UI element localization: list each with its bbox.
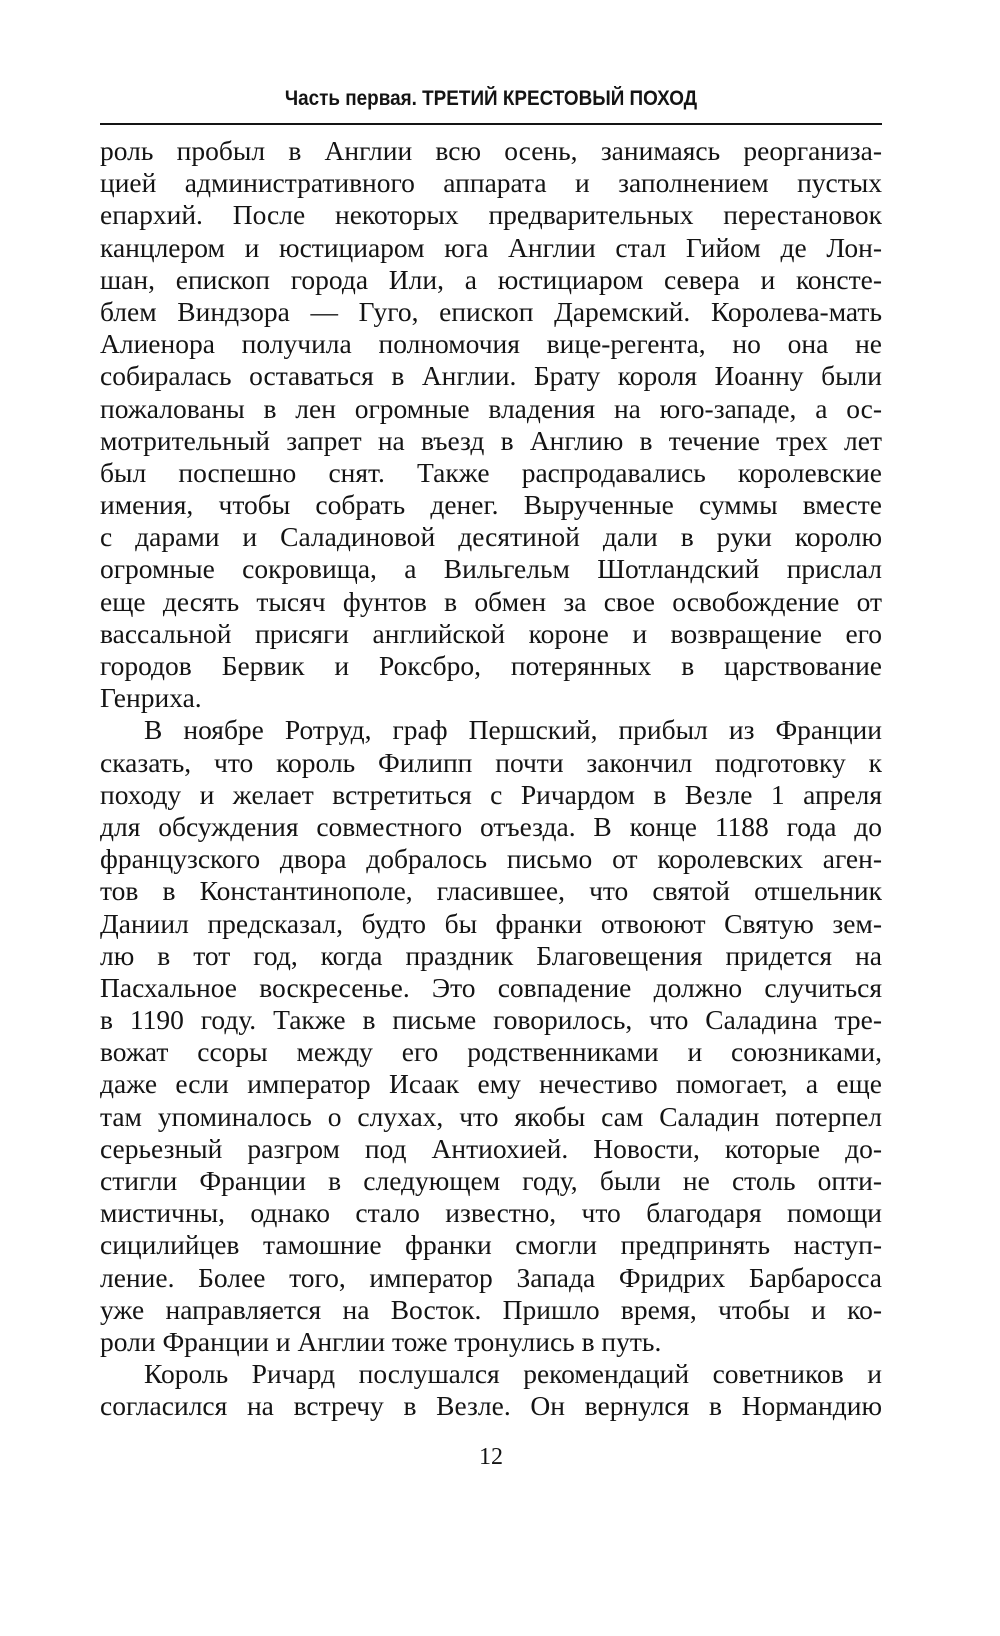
- text-line: тов в Константинополе, гласившее, что святой отшельник: [100, 875, 882, 907]
- text-line: Алиенора получила полномочия вице-регента, но она не: [100, 328, 882, 360]
- text-line: Генриха.: [100, 682, 202, 714]
- text-line: сицилийцев тамошние франки смогли предпринять наступ-: [100, 1229, 882, 1261]
- text-line: епархий. После некоторых предварительных перестановок: [100, 199, 882, 231]
- text-line: роли Франции и Англии тоже тронулись в путь.: [100, 1325, 662, 1357]
- text-line: Даниил предсказал, будто бы франки отвоюют Святую зем-: [100, 907, 882, 939]
- text-line: городов Бервик и Роксбро, потерянных в царствование: [100, 650, 882, 681]
- text-line: блем Виндзора — Гуго, епископ Даремский. Королева-мать: [100, 295, 882, 327]
- text-line: собиралась оставаться в Англии. Брату короля Иоанну были: [100, 360, 882, 392]
- text-line: уже направляется на Восток. Пришло время, чтобы и ко-: [100, 1293, 882, 1325]
- text-line: серьезный разгром под Антиохией. Новости, которые до-: [100, 1132, 882, 1164]
- text-line: даже если император Исаак ему нечестиво помогает, а еще: [100, 1068, 882, 1100]
- page-number: 12: [479, 1444, 503, 1470]
- text-line: мистичны, однако стало известно, что благодаря помощи: [100, 1197, 882, 1229]
- text-line: мотрительный запрет на въезд в Англию в течение трех лет: [100, 424, 882, 456]
- text-line: был поспешно снят. Также распродавались королевские: [100, 456, 882, 488]
- header-rule: [100, 123, 882, 125]
- text-line: шан, епископ города Или, а юстициаром севера и консте-: [100, 263, 882, 295]
- text-line: вассальной присяги английской короне и возвращение его: [100, 617, 882, 649]
- text-line: там упоминалось о слухах, что якобы сам Саладин потерпел: [100, 1100, 882, 1132]
- running-header: Часть первая. ТРЕТИЙ КРЕСТОВЫЙ ПОХОД: [284, 87, 698, 110]
- text-line: стигли Франции в следующем году, были не столь опти-: [100, 1165, 882, 1196]
- text-line: согласился на встречу в Везле. Он вернулся в Нормандию: [100, 1390, 882, 1422]
- text-line: В ноябре Ротруд, граф Першский, прибыл из Франции: [144, 714, 882, 746]
- text-line: с дарами и Саладиновой десятиной дали в руки королю: [100, 521, 882, 553]
- text-line: цией административного аппарата и заполнением пустых: [100, 167, 882, 199]
- text-line: походу и желает встретиться с Ричардом в Везле 1 апреля: [100, 778, 882, 810]
- text-line: в 1190 году. Также в письме говорилось, что Саладина тре-: [100, 1004, 882, 1036]
- text-line: Пасхальное воскресенье. Это совпадение должно случиться: [100, 971, 882, 1003]
- text-line: для обсуждения совместного отъезда. В конце 1188 года до: [100, 810, 882, 842]
- text-line: ление. Более того, император Запада Фридрих Барбаросса: [100, 1261, 882, 1293]
- text-line: вожат ссоры между его родственниками и союзниками,: [100, 1036, 882, 1068]
- text-line: канцлером и юстициаром юга Англии стал Гийом де Лон-: [100, 231, 882, 263]
- text-line: роль пробыл в Англии всю осень, занимаясь реорганиза-: [100, 135, 882, 166]
- text-line: сказать, что король Филипп почти закончил подготовку к: [100, 746, 882, 778]
- text-line: имения, чтобы собрать денег. Вырученные суммы вместе: [100, 489, 882, 521]
- body-text: [100, 135, 882, 1423]
- text-line: огромные сокровища, а Вильгельм Шотландский прислал: [100, 553, 882, 585]
- text-line: лю в тот год, когда праздник Благовещения придется на: [100, 939, 882, 971]
- text-line: французского двора добралось письмо от королевских аген-: [100, 843, 882, 875]
- text-line: еще десять тысяч фунтов в обмен за свое освобождение от: [100, 585, 882, 617]
- text-line: Король Ричард послушался рекомендаций советников и: [144, 1358, 882, 1390]
- text-line: пожалованы в лен огромные владения на юго-западе, а ос-: [100, 392, 882, 424]
